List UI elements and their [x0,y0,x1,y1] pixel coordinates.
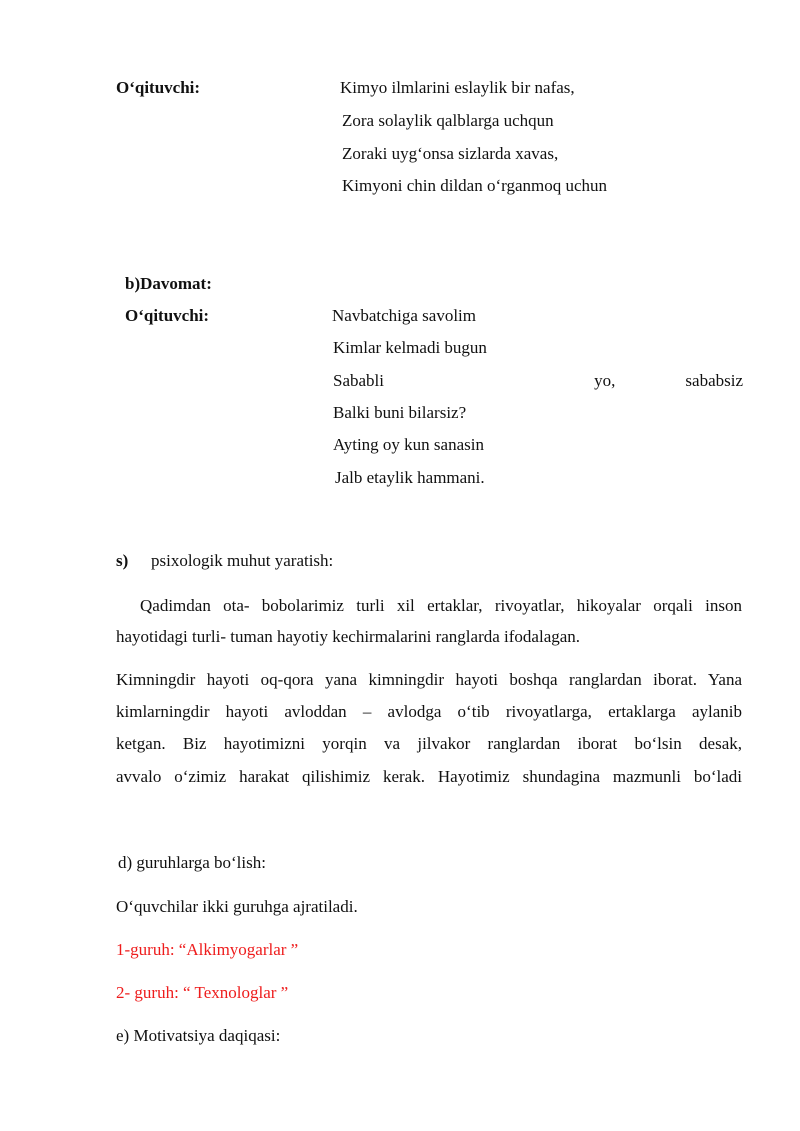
section-heading: d) guruhlarga bo‘lish: [118,853,266,872]
poem-line: Kimyoni chin dildan o‘rganmoq uchun [342,176,608,195]
poem-line: Navbatchiga savolim [332,306,476,325]
spread-word: sababsiz [685,371,743,390]
poem-line: Kimyo ilmlarini eslaylik bir nafas, [340,78,575,97]
spread-word: Sababli [333,371,384,390]
speaker-label: O‘qituvchi: [116,78,201,97]
paragraph-line: hayotidagi turli- tuman hayotiy kechirmalarini ranglarda ifodalagan. [116,627,581,646]
section-heading: psixologik muhut yaratish: [151,551,334,570]
paragraph-line: avvalo o‘zimiz harakat qilishimiz kerak. Hayotimiz shundagina mazmunli bo‘ladi [116,767,742,786]
spread-word: yo, [594,371,616,390]
poem-line: Balki buni bilarsiz? [333,403,467,422]
poem-line-spread [333,371,743,391]
poem-line: Ayting oy kun sanasin [333,435,484,454]
paragraph-line: Qadimdan ota- bobolarimiz turli xil ertaklar, rivoyatlar, hikoyalar orqali inson [140,596,742,615]
poem-line: Jalb etaylik hammani. [335,468,485,487]
group-1-label: 1-guruh: “Alkimyogarlar ” [116,940,299,959]
speaker-label: O‘qituvchi: [125,306,210,325]
poem-line: Zora solaylik qalblarga uchqun [342,111,554,130]
paragraph-line: kimlarningdir hayoti avloddan – avlodga o‘tib rivoyatlarga, ertaklarga aylanib [116,702,742,721]
poem-line: Zoraki uyg‘onsa sizlarda xavas, [342,144,559,163]
group-2-label: 2- guruh: “ Texnologlar ” [116,983,289,1002]
body-text: O‘quvchilar ikki guruhga ajratiladi. [116,897,358,916]
attendance-heading: b)Davomat: [125,274,212,293]
paragraph-line: ketgan. Biz hayotimizni yorqin va jilvakor ranglardan iborat bo‘lsin desak, [116,734,742,753]
paragraph-line: Kimningdir hayoti oq-qora yana kimningdir hayoti boshqa ranglardan iborat. Yana [116,670,742,689]
motivation-heading: e) Motivatsiya daqiqasi: [116,1026,281,1045]
section-marker: s) [116,551,129,570]
poem-line: Kimlar kelmadi bugun [333,338,487,357]
